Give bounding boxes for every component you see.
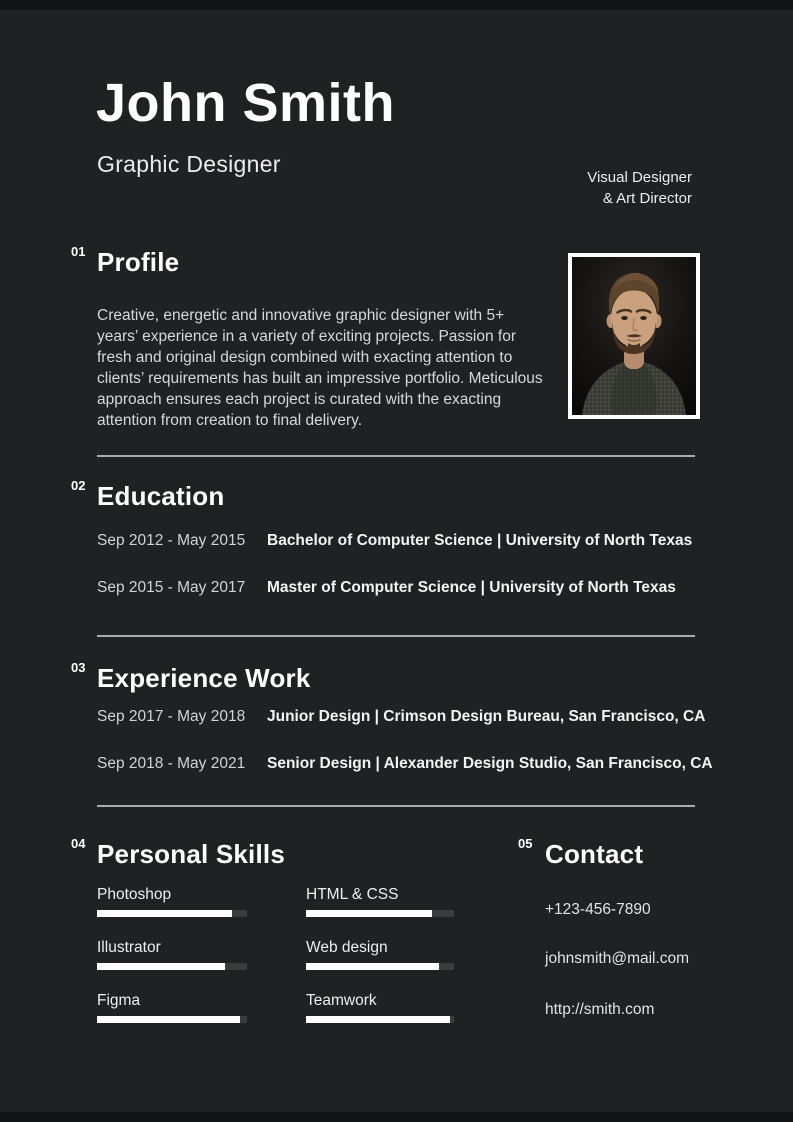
education-date: Sep 2012 - May 2015 <box>97 532 246 549</box>
skill-item <box>97 992 247 1023</box>
education-detail: Master of Computer Science | University of North Texas <box>267 579 676 596</box>
skill-label: Teamwork <box>306 992 377 1009</box>
skill-bar-fill <box>306 910 432 917</box>
skill-label: Figma <box>97 992 141 1009</box>
skill-bar-track <box>306 963 454 970</box>
top-border-bar <box>0 0 793 10</box>
experience-row <box>97 754 733 773</box>
experience-section-number: 03 <box>71 660 86 675</box>
education-date: Sep 2015 - May 2017 <box>97 579 246 596</box>
contact-section-title: Contact <box>545 839 644 869</box>
skill-bar-track <box>97 1016 247 1023</box>
skill-label: Photoshop <box>97 886 172 903</box>
skill-label: Web design <box>306 939 388 956</box>
skill-bar-fill <box>306 1016 450 1023</box>
skill-bar-fill <box>97 963 225 970</box>
experience-detail: Senior Design | Alexander Design Studio, San Francisco, CA <box>267 755 713 772</box>
experience-detail: Junior Design | Crimson Design Bureau, San Francisco, CA <box>267 708 706 725</box>
education-section-title: Education <box>97 481 225 511</box>
tagline-line-2: & Art Director <box>602 190 692 207</box>
profile-section-number: 01 <box>71 244 86 259</box>
education-detail: Bachelor of Computer Science | University of North Texas <box>267 532 693 549</box>
education-row <box>97 531 733 550</box>
skill-bar-track <box>97 963 247 970</box>
skill-bar-fill <box>306 963 439 970</box>
divider-after-education <box>97 635 695 637</box>
skill-bar-track <box>306 1016 454 1023</box>
profile-photo-illustration <box>572 257 696 415</box>
profile-section-title: Profile <box>97 247 180 277</box>
skills-section-number: 04 <box>71 836 86 851</box>
skill-bar-track <box>97 910 247 917</box>
job-title: Graphic Designer <box>97 151 281 177</box>
tagline-line-1: Visual Designer <box>587 169 692 186</box>
skill-bar-fill <box>97 910 232 917</box>
skill-item <box>306 939 454 970</box>
skill-item <box>97 939 247 970</box>
skill-label: Illustrator <box>97 939 161 956</box>
skills-grid <box>97 886 454 1023</box>
education-row <box>97 578 733 597</box>
experience-date: Sep 2017 - May 2018 <box>97 708 246 725</box>
contact-phone[interactable]: +123-456-7890 <box>545 901 651 918</box>
contact-website[interactable]: http://smith.com <box>545 1001 655 1018</box>
experience-date: Sep 2018 - May 2021 <box>97 755 246 772</box>
skill-item <box>306 992 454 1023</box>
experience-section-title: Experience Work <box>97 663 311 693</box>
divider-after-profile <box>97 455 695 457</box>
person-name: John Smith <box>96 73 395 133</box>
tagline <box>587 167 692 209</box>
profile-photo <box>568 253 700 419</box>
skill-label: HTML & CSS <box>306 886 399 903</box>
contact-section-number: 05 <box>518 836 533 851</box>
education-section-number: 02 <box>71 478 86 493</box>
contact-email[interactable]: johnsmith@mail.com <box>545 950 690 967</box>
skill-bar-track <box>306 910 454 917</box>
skill-item <box>97 886 247 917</box>
skill-item <box>306 886 454 917</box>
skill-bar-fill <box>97 1016 240 1023</box>
divider-after-experience <box>97 805 695 807</box>
skills-section-title: Personal Skills <box>97 839 285 869</box>
bottom-border-bar <box>0 1112 793 1122</box>
profile-summary: Creative, energetic and innovative graphic designer with 5+ years’ experience in a variety of exciting projects. Passion for fresh and original design combined with exacting attention to clients’ requirements has built an impressive portfolio. Meticulous approach ensures each project is curated with the exacting attention from creation to final delivery. <box>97 306 543 429</box>
experience-row <box>97 707 733 726</box>
